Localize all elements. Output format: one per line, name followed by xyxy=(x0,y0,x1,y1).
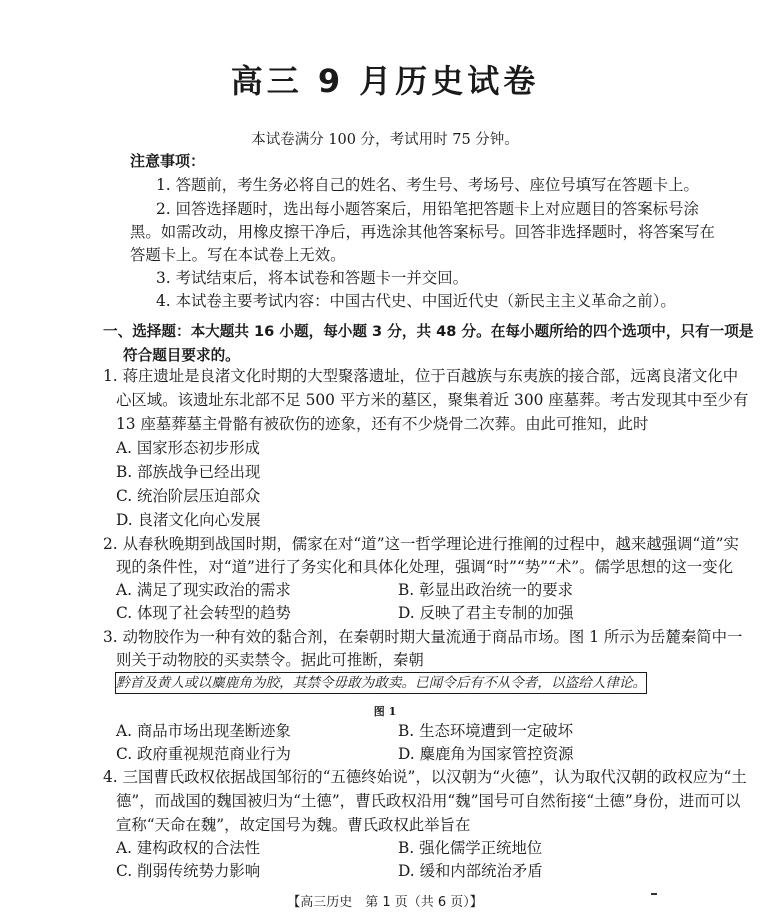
question-4-option-b: B. 强化儒学正统地位 xyxy=(398,839,543,857)
question-3-option-d: D. 麋鹿角为国家管控资源 xyxy=(398,745,574,763)
notice-line: 黑。如需改动，用橡皮擦干净后，再选涂其他答案标号。回答非选择题时，将答案写在 xyxy=(130,223,715,241)
page-title: 高三 9 月历史试卷 xyxy=(230,62,540,100)
section-heading: 一、选择题：本大题共 16 小题，每小题 3 分，共 48 分。在每小题所给的四个选项中，只有一项是 xyxy=(103,323,754,340)
question-4-option-a: A. 建构政权的合法性 xyxy=(116,839,261,857)
question-3-stem: 则关于动物胶的买卖禁令。据此可推断，秦朝 xyxy=(116,651,424,669)
question-1-stem: 心区域。该遗址东北部不足 500 平方米的墓区，聚集着近 300 座墓葬。考古发现其中至少有 xyxy=(116,391,749,409)
question-1-option-a: A. 国家形态初步形成 xyxy=(116,439,261,457)
page-footer: 【高三历史 第 1 页（共 6 页）】 xyxy=(287,895,483,910)
notice-heading: 注意事项： xyxy=(130,152,206,170)
question-3-option-a: A. 商品市场出现垄断迹象 xyxy=(116,722,291,740)
notice-line: 2. 回答选择题时，选出每小题答案后，用铅笔把答题卡上对应题目的答案标号涂 xyxy=(156,200,699,218)
section-heading-cont: 符合题目要求的。 xyxy=(123,347,240,364)
question-3-option-c: C. 政府重视规范商业行为 xyxy=(116,745,291,763)
question-3-option-b: B. 生态环境遭到一定破坏 xyxy=(398,722,574,740)
question-2-option-c: C. 体现了社会转型的趋势 xyxy=(116,604,291,622)
question-1-option-d: D. 良渚文化向心发展 xyxy=(116,511,261,529)
question-1-stem: 1. 蒋庄遗址是良渚文化时期的大型聚落遗址，位于百越族与东夷族的接合部，远离良渚文化中 xyxy=(103,367,739,385)
notice-line: 答题卡上。写在本试卷上无效。 xyxy=(130,246,346,264)
figure-1-caption: 图 1 xyxy=(373,705,397,718)
exam-info: 本试卷满分 100 分，考试用时 75 分钟。 xyxy=(251,132,519,148)
figure-1-quote: 黔首及黄人或以麋鹿角为胶，其禁令毋敢为敢卖。已闻令后有不从令者，以盗给人律论。 xyxy=(115,672,647,694)
question-1-option-c: C. 统治阶层压迫部众 xyxy=(116,487,261,505)
question-4-option-d: D. 缓和内部统治矛盾 xyxy=(398,862,543,880)
scan-mark xyxy=(651,893,657,895)
question-1-option-b: B. 部族战争已经出现 xyxy=(116,463,261,481)
question-3-stem: 3. 动物胶作为一种有效的黏合剂，在秦朝时期大量流通于商品市场。图 1 所示为岳麓秦简中一 xyxy=(103,628,743,646)
question-2-option-a: A. 满足了现实政治的需求 xyxy=(116,581,291,599)
question-1-stem: 13 座墓葬墓主骨骼有被砍伤的迹象，还有不少烧骨二次葬。由此可推知，此时 xyxy=(116,415,649,433)
question-4-stem: 4. 三国曹氏政权依据战国邹衍的“五德终始说”，以汉朝为“火德”，认为取代汉朝的政权应为“土 xyxy=(103,768,747,786)
notice-line: 1. 答题前，考生务必将自己的姓名、考生号、考场号、座位号填写在答题卡上。 xyxy=(156,176,699,194)
question-2-option-b: B. 彰显出政治统一的要求 xyxy=(398,581,574,599)
notice-line: 3. 考试结束后，将本试卷和答题卡一并交回。 xyxy=(156,269,468,287)
question-2-stem: 2. 从春秋晚期到战国时期，儒家在对“道”这一哲学理论进行推阐的过程中，越来越强调“道”实 xyxy=(103,535,739,553)
question-4-stem: 宣称“天命在魏”，故定国号为魏。曹氏政权此举旨在 xyxy=(116,816,471,834)
question-4-option-c: C. 削弱传统势力影响 xyxy=(116,862,261,880)
notice-line: 4. 本试卷主要考试内容：中国古代史、中国近代史（新民主主义革命之前）。 xyxy=(156,292,676,310)
question-4-stem: 德”，而战国的魏国被归为“土德”，曹氏政权沿用“魏”国号可自然衔接“土德”身份，进而可以 xyxy=(116,792,741,810)
question-2-option-d: D. 反映了君主专制的加强 xyxy=(398,604,574,622)
question-2-stem: 现的条件性，对“道”进行了务实化和具体化处理，强调“时”“势”“术”。儒学思想的这一变化 xyxy=(116,558,734,576)
